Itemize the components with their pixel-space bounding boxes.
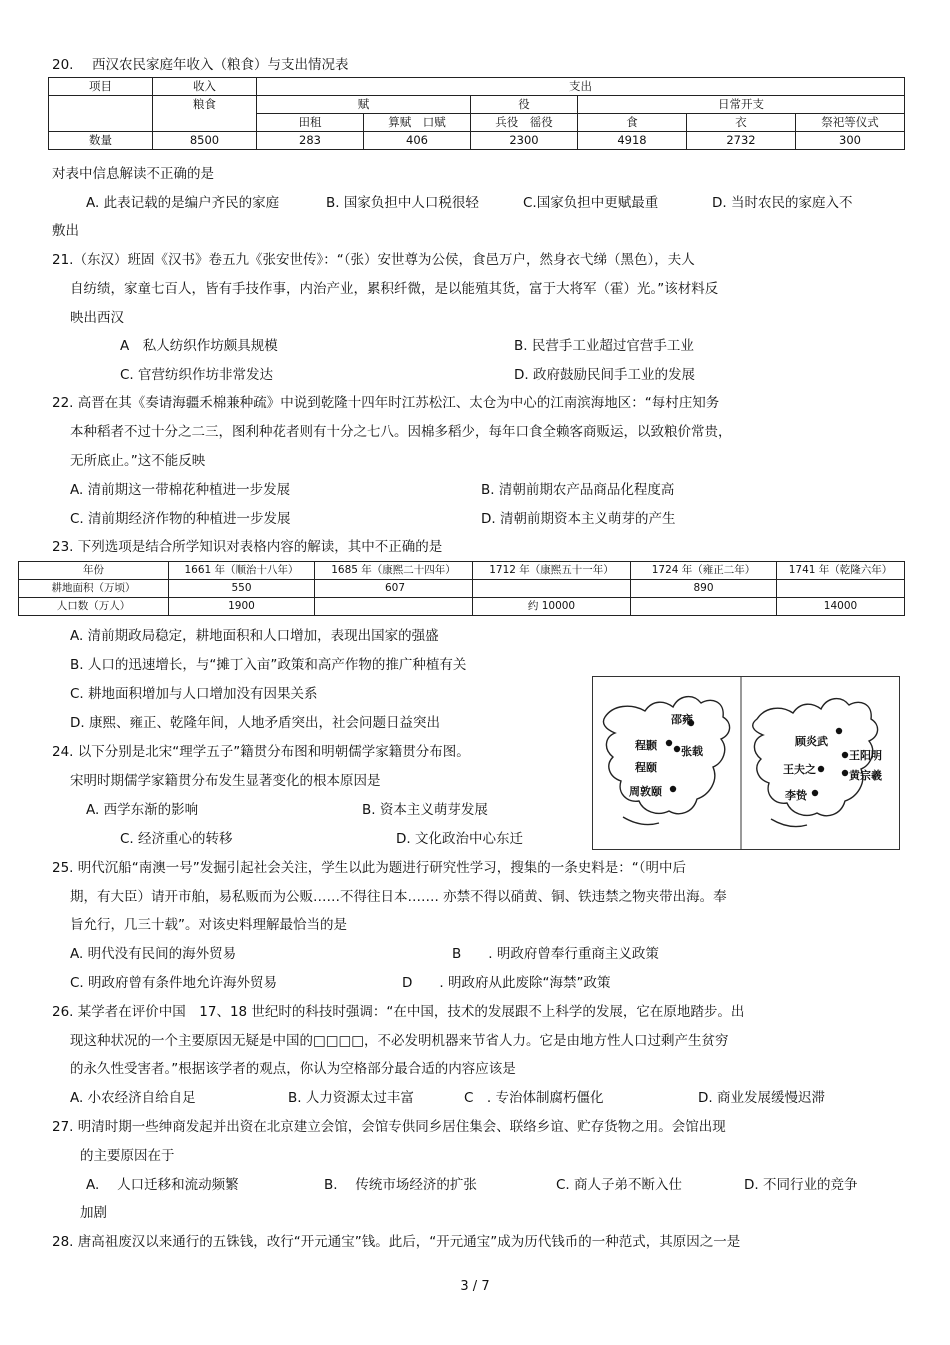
q27-option-a: A. 人口迁移和流动频繁 xyxy=(86,1177,239,1193)
q20-table xyxy=(48,77,905,150)
map-label-zhoudunyi: 周敦颐 xyxy=(629,785,662,798)
q23-option-b: B. 人口的迅速增长，与“摊丁入亩”政策和高产作物的推广种植有关 xyxy=(70,657,467,673)
q25-option-a: A. 明代没有民间的海外贸易 xyxy=(70,946,237,962)
q23-row1-cell: 607 xyxy=(315,580,473,598)
q24-option-a: A. 西学东渐的影响 xyxy=(86,802,199,818)
q23-header-cell: 年份 xyxy=(19,562,169,580)
q20-col-expense: 支出 xyxy=(257,78,905,96)
map-dot-lizhi xyxy=(812,790,818,796)
map-label-wangyangming: 王阳明 xyxy=(849,749,882,762)
q20-suanfu: 算赋 口赋 xyxy=(364,114,471,132)
map-dot-zhangzai xyxy=(674,746,680,752)
q24-option-d: D. 文化政治中心东迁 xyxy=(396,831,523,847)
q20-yi: 役 xyxy=(471,96,578,114)
q24-option-c: C. 经济重心的转移 xyxy=(120,831,233,847)
q20-option-b: B. 国家负担中人口税很轻 xyxy=(326,195,479,211)
map-label-chenghao: 程颢 xyxy=(635,739,657,752)
q23-option-a: A. 清前期政局稳定，耕地面积和人口增加，表现出国家的强盛 xyxy=(70,628,439,644)
q22-option-a: A. 清前期这一带棉花种植进一步发展 xyxy=(70,482,291,498)
map-label-huangzongxi: 黄宗羲 xyxy=(849,769,882,782)
q22-option-b: B. 清朝前期农产品商品化程度高 xyxy=(481,482,675,498)
q20-fu: 赋 xyxy=(257,96,471,114)
map-label-lizhi: 李贽 xyxy=(785,789,807,802)
q20-option-a: A. 此表记载的是编户齐民的家庭 xyxy=(86,195,280,211)
q27-option-d-cont: 加剧 xyxy=(80,1205,107,1221)
q23-row1-cell xyxy=(473,580,631,598)
map-dot-wangfuzhi xyxy=(818,766,824,772)
q20-jisi: 祭祀等仪式 xyxy=(796,114,905,132)
q23-row2-cell: 1900 xyxy=(169,598,315,616)
q23-row1-cell: 890 xyxy=(631,580,777,598)
q20-option-c: C.国家负担中更赋最重 xyxy=(523,195,659,211)
q20-title: 西汉农民家庭年收入（粮食）与支出情况表 xyxy=(92,57,349,73)
q20-value: 406 xyxy=(364,132,471,150)
q20-value: 300 xyxy=(796,132,905,150)
q22-line2: 本种稻者不过十分之二三，图利种花者则有十分之七八。因棉多稻少，每年口食全赖客商贩运，以致粮价常贵， xyxy=(70,424,732,440)
q20-col-income: 收入 xyxy=(153,78,257,96)
q25-option-d: D . 明政府从此废除“海禁”政策 xyxy=(402,975,611,991)
q23-header-cell: 1712 年（康熙五十一年） xyxy=(473,562,631,580)
q25-line2: 期，有大臣）请开市舶，易私贩而为公贩……不得往日本……. 亦禁不得以硝黄、铜、铁违禁之物夹带出海。奉 xyxy=(70,889,727,905)
q21-option-a: A 私人纺织作坊颇具规模 xyxy=(120,338,278,354)
q27-option-c: C. 商人子弟不断入仕 xyxy=(556,1177,683,1193)
q26-line2: 现这种状况的一个主要原因无疑是中国的□□□□，不必发明机器来节省人力。它是由地方性人口过剩产生贫穷 xyxy=(70,1033,729,1049)
q23-row2-cell: 约 10000 xyxy=(473,598,631,616)
map-dot-chenghao xyxy=(666,740,672,746)
q20-row-label: 数量 xyxy=(49,132,153,150)
q23-stem: 23. 下列选项是结合所学知识对表格内容的解读，其中不正确的是 xyxy=(52,539,443,555)
q26-line3: 的永久性受害者。”根据该学者的观点，你认为空格部分最合适的内容应该是 xyxy=(70,1061,516,1077)
q24-line1: 24. 以下分别是北宋“理学五子”籍贯分布图和明朝儒学家籍贯分布图。 xyxy=(52,744,470,760)
q21-option-c: C. 官营纺织作坊非常发达 xyxy=(120,367,274,383)
q22-option-c: C. 清前期经济作物的种植进一步发展 xyxy=(70,511,291,527)
q23-row1-cell: 550 xyxy=(169,580,315,598)
q26-option-d: D. 商业发展缓慢迟滞 xyxy=(698,1090,825,1106)
map-label-chengyi: 程颐 xyxy=(635,761,657,774)
q21-line1: 21.（东汉）班固《汉书》卷五九《张安世传》：“（张）安世尊为公侯，食邑万户，然身衣弋绨（黑色），夫人 xyxy=(52,252,695,268)
q20-shi: 食 xyxy=(578,114,687,132)
q23-row1-label: 耕地面积（万顷） xyxy=(19,580,169,598)
q20-yi2: 衣 xyxy=(687,114,796,132)
q20-option-d: D. 当时农民的家庭入不 xyxy=(712,195,853,211)
q20-col-item: 项目 xyxy=(49,78,153,96)
q23-header-cell: 1741 年（乾隆六年） xyxy=(777,562,905,580)
map-dot-wangyangming xyxy=(842,752,848,758)
map-label-wangfuzhi: 王夫之 xyxy=(783,763,816,776)
q21-option-d: D. 政府鼓励民间手工业的发展 xyxy=(514,367,695,383)
q22-option-d: D. 清朝前期资本主义萌芽的产生 xyxy=(481,511,676,527)
page-number: 3 / 7 xyxy=(460,1279,490,1294)
q20-value: 8500 xyxy=(153,132,257,150)
q23-header-cell: 1661 年（顺治十八年） xyxy=(169,562,315,580)
q20-value: 2732 xyxy=(687,132,796,150)
q23-option-c: C. 耕地面积增加与人口增加没有因果关系 xyxy=(70,686,318,702)
q20-value: 2300 xyxy=(471,132,578,150)
q25-line3: 旨允行，几三十载”。对该史料理解最恰当的是 xyxy=(70,917,347,933)
q23-row2-cell xyxy=(631,598,777,616)
q27-line1: 27. 明清时期一些绅商发起并出资在北京建立会馆，会馆专供同乡居住集会、联络乡谊、贮存货物之用。会馆出现 xyxy=(52,1119,726,1135)
q20-option-d-cont: 敷出 xyxy=(52,223,79,239)
q26-option-c: C . 专治体制腐朽僵化 xyxy=(464,1090,604,1106)
q20-stem: 对表中信息解读不正确的是 xyxy=(52,166,214,182)
q27-option-b: B. 传统市场经济的扩张 xyxy=(324,1177,477,1193)
q27-line2: 的主要原因在于 xyxy=(80,1148,175,1164)
q25-line1: 25. 明代沉船“南澳一号”发掘引起社会关注，学生以此为题进行研究性学习，搜集的一条史料是：“（明中后 xyxy=(52,860,686,876)
q23-header-cell: 1724 年（雍正二年） xyxy=(631,562,777,580)
q20-daily: 日常开支 xyxy=(578,96,905,114)
map-dot-huangzongxi xyxy=(842,770,848,776)
q24-map-figure xyxy=(592,676,900,850)
q25-option-b: B . 明政府曾奉行重商主义政策 xyxy=(452,946,659,962)
q23-row2-cell: 14000 xyxy=(777,598,905,616)
q25-option-c: C. 明政府曾有条件地允许海外贸易 xyxy=(70,975,278,991)
q21-line3: 映出西汉 xyxy=(70,310,124,326)
map-dot-zhoudunyi xyxy=(670,786,676,792)
q20-value: 283 xyxy=(257,132,364,150)
q23-table xyxy=(18,561,905,616)
q20-value: 4918 xyxy=(578,132,687,150)
q28-line1: 28. 唐高祖废汉以来通行的五铢钱，改行“开元通宝”钱。此后，“开元通宝”成为历代钱币的一种范式，其原因之一是 xyxy=(52,1234,741,1250)
q22-line3: 无所底止。”这不能反映 xyxy=(70,453,206,469)
q23-row2-label: 人口数（万人） xyxy=(19,598,169,616)
q20-tianzu: 田租 xyxy=(257,114,364,132)
q26-option-a: A. 小农经济自给自足 xyxy=(70,1090,196,1106)
q21-option-b: B. 民营手工业超过官营手工业 xyxy=(514,338,694,354)
map-label-zhangzai: 张载 xyxy=(681,745,703,758)
q21-line2: 自纺绩，家童七百人，皆有手技作事，内治产业，累积纤微，是以能殖其货，富于大将军（霍）光。”该材料反 xyxy=(70,281,719,297)
q23-header-cell: 1685 年（康熙二十四年） xyxy=(315,562,473,580)
q23-row2-cell xyxy=(315,598,473,616)
q27-option-d: D. 不同行业的竞争 xyxy=(744,1177,858,1193)
q20-number: 20. xyxy=(52,57,74,73)
map-dot-guyanwu xyxy=(836,728,842,734)
q20-bingyi: 兵役 徭役 xyxy=(471,114,578,132)
q23-row1-cell xyxy=(777,580,905,598)
q24-option-b: B. 资本主义萌芽发展 xyxy=(362,802,488,818)
q24-line2: 宋明时期儒学家籍贯分布发生显著变化的根本原因是 xyxy=(70,773,381,789)
q26-option-b: B. 人力资源太过丰富 xyxy=(288,1090,414,1106)
q20-income-grain: 粮食 xyxy=(153,96,257,132)
q26-line1: 26. 某学者在评价中国 17、18 世纪时的科技时强调：“在中国，技术的发展跟不上科学的发展，它在原地踏步。出 xyxy=(52,1004,745,1020)
map-label-guyanwu: 顾炎武 xyxy=(795,735,828,748)
q23-option-d: D. 康熙、雍正、乾隆年间，人地矛盾突出，社会问题日益突出 xyxy=(70,715,440,731)
map-label-shaoyong: 邵雍 xyxy=(671,713,693,726)
q22-line1: 22. 高晋在其《奏请海疆禾棉兼种疏》中说到乾隆十四年时江苏松江、太仓为中心的江南滨海地区：“每村庄知务 xyxy=(52,395,720,411)
